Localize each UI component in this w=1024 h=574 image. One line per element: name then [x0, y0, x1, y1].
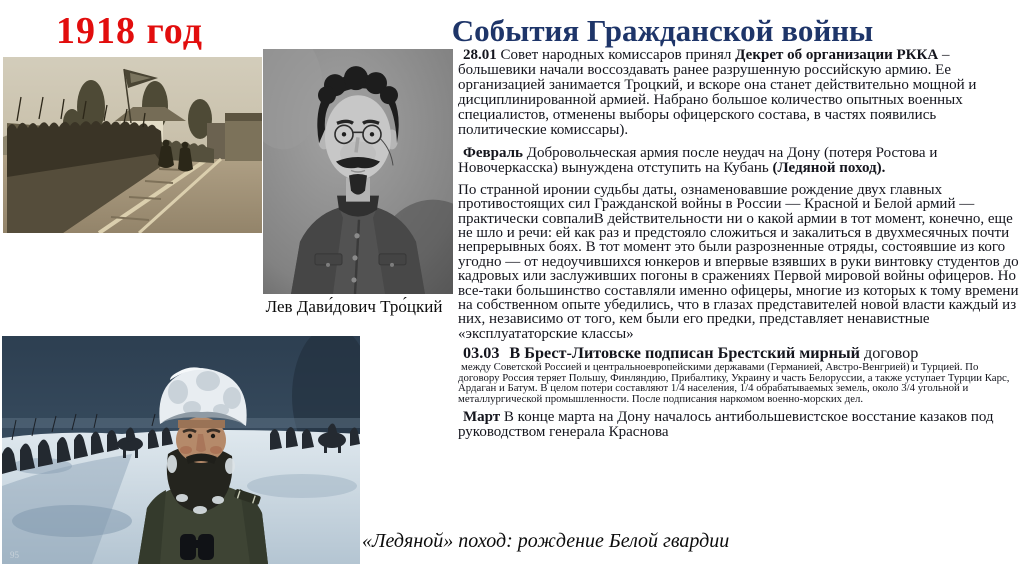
bold-run: Декрет об организации РККА	[735, 47, 939, 63]
text-run: Совет народных комиссаров принял	[496, 47, 736, 63]
text-run: договор	[859, 344, 919, 363]
trotsky-caption: Лев Дави́дович Тро́цкий	[265, 297, 443, 316]
text-run: – большевики начали воссоздавать ранее разрушенную российскую армию. Ее организацией занимается Троцкий, и вскоре она станет действительно мощной и дисциплинированной армией. Набрано большое количество опытных военных специалистов, отменены выборы офицерского состава, в частях появились политические комиссары).	[458, 47, 977, 139]
date-label: Февраль	[463, 144, 523, 161]
paragraph-brest-treaty	[458, 345, 1022, 362]
bold-run: (Ледяной поход).	[772, 159, 886, 176]
ice-march-painting-image	[2, 336, 360, 564]
brest-treaty-details	[458, 362, 1022, 404]
text-run: Добровольческая армия после неудач на Дону (потеря Ростова и Новочеркасска) вынуждена отступить на Кубань	[458, 144, 938, 176]
paragraph-krasnov-uprising	[458, 410, 1022, 440]
date-label: Март	[463, 409, 501, 426]
painting-signature: 95	[10, 550, 19, 560]
bold-run: В Брест-Литовске подписан Брестский мирный	[509, 344, 860, 363]
text-run: В конце марта на Дону началось антибольшевистское восстание казаков под руководством генерала Краснова	[458, 409, 994, 441]
trotsky-portrait-image	[263, 49, 453, 294]
date-label: 03.03	[463, 344, 500, 363]
page-title: События Гражданской войны	[451, 13, 874, 48]
date-label: 28.01	[463, 47, 497, 63]
ice-march-painting	[2, 336, 360, 564]
paragraph-volunteer-army	[458, 146, 1022, 176]
text-run: По странной иронии судьбы даты, ознаменовавшие рождение двух главных противостоящих сил Гражданской войны в России — Красной и Белой армий — практически совпалиВ действительности ни о какой армии в тот момент, конечно, еще не шло и речи: ей как раз и предстояло сложиться и закалиться в двухмесячных почти непрерывных боях. В тот момент это были разрозненные отряды, состоявшие из кого угодно — от недоучившихся юнкеров и впервые взявших в руки винтовку студентов до кадровых или заслуживших погоны в сражениях Первой мировой войны офицеров. Но все-таки большинство составляли именно офицеры, многие из которых к тому времени на собственном опыте убедились, что в глазах представителей новой власти каждый из них, независимо от того, кем были его предки, представляет ненавистные «эксплуататорские классы»	[458, 181, 1019, 342]
soldiers-railway-photo-image	[3, 57, 262, 233]
trotsky-portrait	[263, 49, 453, 294]
paragraph-irony-of-dates	[458, 183, 1022, 341]
text-run: между Советской Россией и центральноевропейскими державами (Германией, Австро-Венгрией) и Турцией. По договору Россия теряет Польшу, Финляндию, Прибалтику, Украину и часть Белоруссии, а также уступает Турции Карс, Ардаган и Батум. В целом потери составляют 1/4 населения, 1/4 обрабатываемых земель, около 3/4 угольной и металлургической промышленности. После подписания наркомом военно-морских дел.	[458, 361, 1010, 405]
ice-march-caption: «Ледяной» поход: рождение Белой гвардии	[362, 530, 730, 552]
soldiers-railway-photo	[3, 57, 262, 233]
paragraph-rkka-decree	[458, 48, 1022, 139]
year-label: 1918 год	[56, 10, 203, 52]
event-text-block	[458, 48, 1022, 440]
